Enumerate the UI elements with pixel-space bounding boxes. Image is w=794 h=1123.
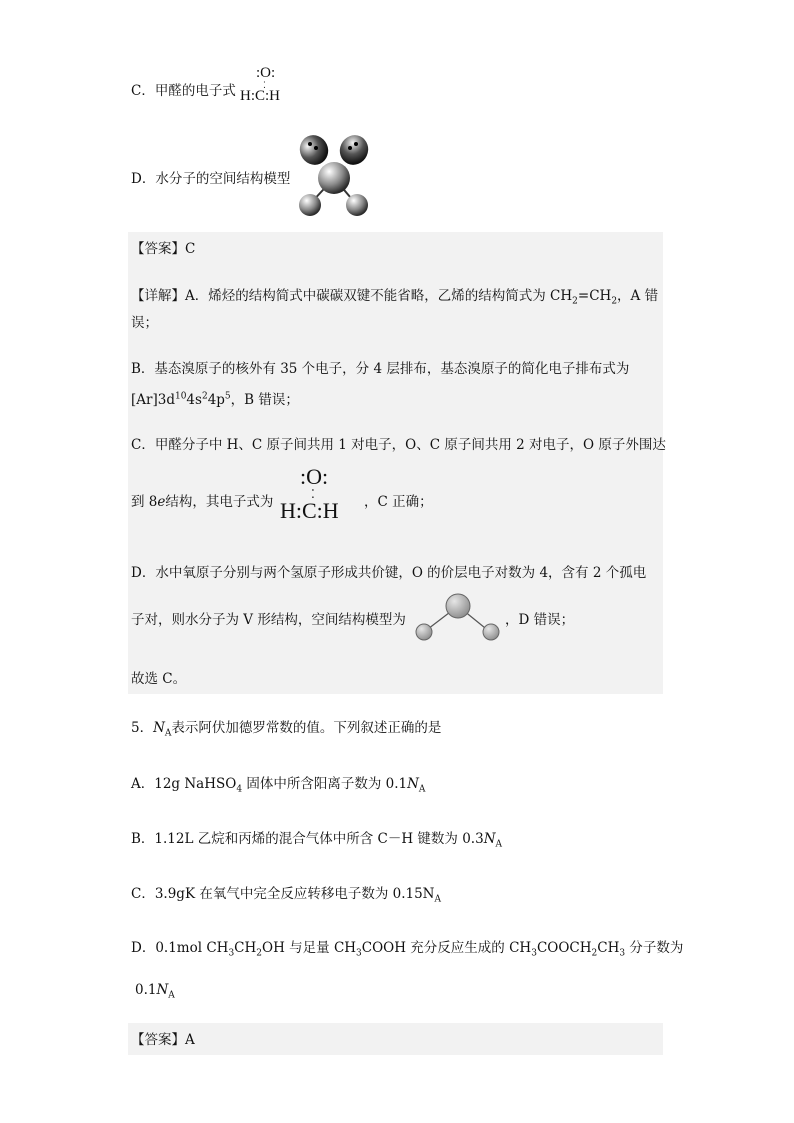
question-stem: 表示阿伏加德罗常数的值。下列叙述正确的是 xyxy=(171,720,442,736)
sub: A xyxy=(168,990,175,1001)
detail-d-end: ，D 错误； xyxy=(505,612,575,628)
option-5a-mid: 固体中所含阳离子数为 0.1 xyxy=(242,776,408,792)
option-c-label xyxy=(131,82,236,100)
lewis-large-mid-dots: ⁚ xyxy=(311,487,315,501)
detail-d-line2a xyxy=(131,611,406,629)
t: CH xyxy=(597,940,620,956)
sub: 3 xyxy=(531,948,537,959)
sub: A xyxy=(418,784,426,795)
option-5a-pre: A．12g NaHSO xyxy=(131,776,237,792)
option-5d xyxy=(131,939,683,957)
sub: A xyxy=(164,728,172,739)
detail-d-line1 xyxy=(131,564,646,582)
detail-b-end: ，B 错误； xyxy=(230,392,299,408)
detail-c-end: ，C 正确； xyxy=(364,494,433,510)
option-5c-pre: C．3.9gK 在氧气中完全反应转移电子数为 0.15N xyxy=(131,886,435,902)
detail-c-line1 xyxy=(131,436,666,454)
conclusion-text: 故选 C。 xyxy=(131,671,187,687)
answer5-block-shading xyxy=(128,1023,663,1055)
answer-tag: 【答案】 xyxy=(131,241,185,257)
sup: 10 xyxy=(174,391,187,402)
sub: 2 xyxy=(572,296,578,307)
sub: A xyxy=(495,839,502,850)
question-number: 5． xyxy=(131,720,154,736)
option-5c xyxy=(131,885,441,903)
detail-a-text2: 误； xyxy=(131,315,158,331)
detail-c-text: C．甲醛分子中 H、C 原子间共用 1 对电子，O、C 原子间共用 2 对电子，O 原子外围达 xyxy=(131,437,666,453)
detail-c-line2a xyxy=(131,493,273,511)
option-c-text: C．甲醛的电子式 xyxy=(131,83,236,99)
sub: 3 xyxy=(356,948,362,959)
sub: 2 xyxy=(256,948,263,959)
lewis-large-bottom: H:C:H xyxy=(280,498,339,523)
detail-c-text2: 到 8 xyxy=(131,494,158,510)
detail-d-line2b xyxy=(505,611,574,629)
detail-c-line2c xyxy=(364,493,433,511)
config-mid1: 4s xyxy=(186,392,202,408)
sup: 2 xyxy=(201,391,208,402)
electron-e: e xyxy=(157,494,166,510)
lewis-small-top: :O: xyxy=(256,65,276,81)
sub: 2 xyxy=(591,948,598,959)
formaldehyde-lewis-large xyxy=(280,466,339,522)
sub: A xyxy=(434,894,441,905)
na-symbol: N xyxy=(407,776,419,792)
sub: 3 xyxy=(228,948,235,959)
option-d-label xyxy=(131,170,290,188)
t: COOH 充分反应生成的 CH xyxy=(361,940,532,956)
water-ball-stick-model-icon xyxy=(412,590,504,644)
sub: 3 xyxy=(619,948,626,959)
detail-b-line1 xyxy=(131,360,629,378)
na-symbol: N xyxy=(153,720,165,736)
option-d-text: D．水分子的空间结构模型 xyxy=(131,171,291,187)
na-symbol: N xyxy=(483,831,496,847)
option-5d-val: 0.1 xyxy=(135,982,157,998)
option-5d-pre: D．0.1mol CH xyxy=(131,940,229,956)
t: CH xyxy=(234,940,257,956)
lewis-large-top: :O: xyxy=(300,464,329,489)
answer-4 xyxy=(131,240,195,258)
option-5b-pre: B．1.12L 乙烷和丙烯的混合气体中所含 C－H 键数为 0.3 xyxy=(131,831,484,847)
sub: 4 xyxy=(236,784,243,795)
sub: 2 xyxy=(611,296,618,307)
water-3d-model-icon xyxy=(292,134,374,220)
detail-b-line2 xyxy=(131,391,299,409)
option-5b xyxy=(131,830,502,848)
formaldehyde-lewis-small xyxy=(240,66,280,104)
detail-d-text2: 子对，则水分子为 V 形结构，空间结构模型为 xyxy=(131,612,406,628)
t: 分子数为 xyxy=(625,940,684,956)
lewis-small-mid-dots: ⁚ xyxy=(263,80,266,90)
lewis-small-bottom: H:C:H xyxy=(240,88,281,104)
answer5-value: A xyxy=(185,1032,195,1048)
detail-a-end: ，A 错 xyxy=(617,288,659,304)
detail-a-text: 【详解】A．烯烃的结构简式中碳碳双键不能省略，乙烯的结构简式为 CH xyxy=(131,288,573,304)
t: OH 与足量 CH xyxy=(262,940,357,956)
detail-a-line2 xyxy=(131,314,158,332)
option-5d-line2 xyxy=(135,981,175,999)
detail-d-text: D．水中氧原子分别与两个氢原子形成共价键，O 的价层电子对数为 4，含有 2 个孤电 xyxy=(131,565,647,581)
t: COOCH xyxy=(536,940,592,956)
config-mid2: 4p xyxy=(207,392,225,408)
sup: 5 xyxy=(224,391,231,402)
detail-a-eq: =CH xyxy=(577,288,612,304)
conclusion xyxy=(131,670,186,688)
detail-c-text3: 结构，其电子式为 xyxy=(165,494,274,510)
option-5a xyxy=(131,775,425,793)
answer-value: C xyxy=(185,241,196,257)
detail-a-line1 xyxy=(131,287,658,305)
detail-b-text: B．基态溴原子的核外有 35 个电子，分 4 层排布，基态溴原子的简化电子排布式为 xyxy=(131,361,630,377)
na-symbol: N xyxy=(156,982,169,998)
config-pre: [Ar]3d xyxy=(131,392,175,408)
question-5-stem xyxy=(131,719,441,737)
answer5-tag: 【答案】 xyxy=(131,1032,185,1048)
answer-5 xyxy=(131,1031,195,1049)
